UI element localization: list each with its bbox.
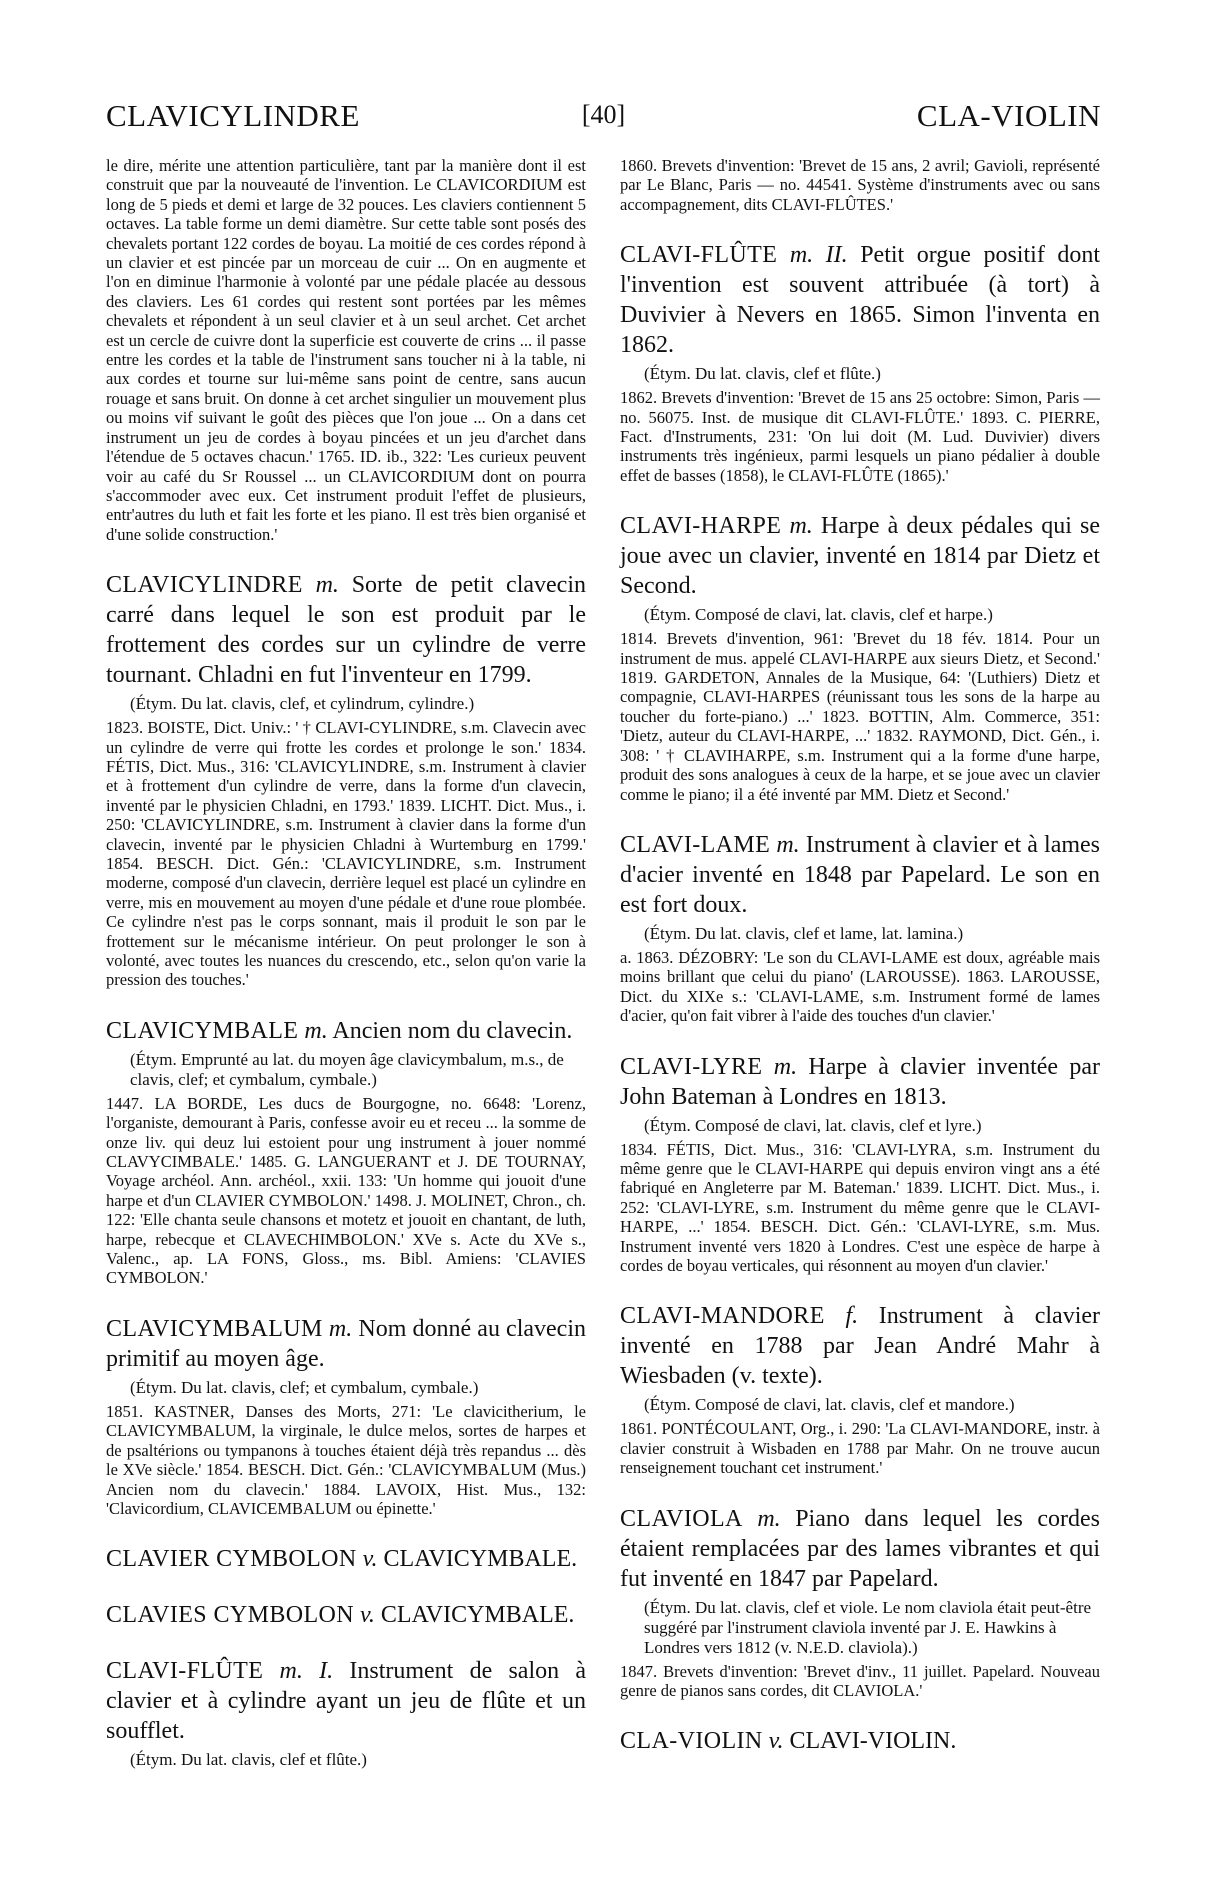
entry-heading — [106, 1544, 586, 1574]
citations: 1851. KASTNER, Danses des Morts, 271: 'Le clavicitherium, le CLAVICYMBALUM, la virginale, le dulce melos, sortes de harpes et de psaltérions ou tympanons à touches étaient déjà très repandus ... dès le XVe siècle.' 1854. BESCH. Dict. Gén.: 'CLAVICYMBALUM (Mus.) Ancien nom du clavecin.' 1884. LAVOIX, Hist. Mus., 132: 'Clavicordium, CLAVICEMBALUM ou épinette.' — [106, 1401, 586, 1518]
headword: CLAVI-LYRE — [620, 1053, 763, 1080]
grammatical-label: v. — [362, 1546, 378, 1573]
entry-heading — [620, 1504, 1100, 1594]
left-entries — [106, 570, 586, 1770]
headword: CLAVI-FLÛTE — [620, 242, 778, 269]
entry-heading — [620, 1052, 1100, 1112]
citations: 1847. Brevets d'invention: 'Brevet d'inv., 11 juillet. Papelard. Nouveau genre de pianos sans cordes, dit CLAVIOLA.' — [620, 1661, 1100, 1700]
etymology: (Étym. Du lat. clavis, clef; et cymbalum, cymbale.) — [130, 1377, 479, 1397]
definition: Instrument à clavier inventé en 1788 par Jean André Mahr à Wiesbaden (v. texte). — [620, 1303, 1101, 1390]
headword: CLAVICYLINDRE — [106, 572, 303, 599]
dictionary-entry — [620, 830, 1100, 1026]
continuation-text: 1860. Brevets d'invention: 'Brevet de 15 ans, 2 avril; Gavioli, représenté par Le Blanc, Paris — no. 44541. Système d'instruments avec ou sans accompagnement, dits CLAVI-FLÛTES.' — [620, 156, 1100, 214]
dictionary-entry — [106, 1016, 586, 1288]
dictionary-entry — [620, 1301, 1100, 1477]
headword: CLAVICYMBALE — [106, 1017, 299, 1044]
grammatical-label: m. — [776, 831, 800, 858]
entry-heading — [620, 1726, 1100, 1756]
dictionary-entry — [106, 570, 586, 990]
etymology: (Étym. Composé de clavi, lat. clavis, clef et mandore.) — [644, 1395, 1015, 1415]
entry-heading — [106, 1314, 586, 1374]
right-entries — [620, 240, 1100, 1756]
dictionary-entry — [106, 1656, 586, 1770]
dictionary-entry — [620, 1726, 1100, 1756]
etymology: (Étym. Composé de clavi, lat. clavis, clef et lyre.) — [644, 1115, 982, 1135]
headword: CLAVI-HARPE — [620, 513, 782, 540]
definition: Petit orgue positif dont l'invention est souvent attribuée (à tort) à Duvivier à Nevers en 1865. Simon l'inventa en 1862. — [620, 242, 1101, 359]
definition: CLAVI-VIOLIN. — [789, 1728, 957, 1755]
grammatical-label: m. — [789, 513, 813, 540]
definition: Instrument à clavier et à lames d'acier inventé en 1848 par Papelard. Le son en est fort doux. — [620, 831, 1101, 918]
dictionary-entry — [620, 511, 1100, 804]
etymology: (Étym. Du lat. clavis, clef et flûte.) — [130, 1750, 367, 1770]
definition: Ancien nom du clavecin. — [332, 1017, 573, 1044]
definition: CLAVICYMBALE. — [380, 1602, 575, 1629]
headword: CLAVICYMBALUM — [106, 1315, 323, 1342]
entry-heading — [620, 240, 1100, 360]
dictionary-entry — [106, 1544, 586, 1574]
running-head-left: CLAVICYLINDRE — [106, 98, 360, 133]
page-header — [106, 98, 1101, 148]
entry-heading — [620, 511, 1100, 601]
headword: CLAVI-LAME — [620, 831, 771, 858]
citations: 1834. FÉTIS, Dict. Mus., 316: 'CLAVI-LYRA, s.m. Instrument du même genre que le CLAVI-HARPE qui depuis environ vingt ans a été fabriqué en Angleterre par M. Bateman.' 1839. LICHT. Dict. Mus., i. 252: 'CLAVI-LYRE, s.m. Instrument du même genre que le CLAVI-HARPE, ...' 1854. BESCH. Dict. Gén.: 'CLAVI-LYRE, s.m. Mus. Instrument inventé vers 1820 à Londres. C'est une espèce de harpe à cordes de boyau verticales, qui résonnent au moyen d'un clavier.' — [620, 1139, 1100, 1275]
continued-citation — [106, 156, 586, 544]
etymology: (Étym. Du lat. clavis, clef, et cylindrum, cylindre.) — [130, 694, 475, 714]
page-number: [40] — [581, 100, 626, 129]
grammatical-label: v. — [768, 1728, 784, 1755]
citations: a. 1863. DÉZOBRY: 'Le son du CLAVI-LAME est doux, agréable mais moins brillant que celui du piano' (LAROUSSE). 1863. LAROUSSE, Dict. du XIXe s.: 'CLAVI-LAME, s.m. Instrument formé de lames d'acier, qu'on fait vibrer à l'aide des touches d'un clavier.' — [620, 947, 1100, 1026]
etymology: (Étym. Du lat. clavis, clef et lame, lat. lamina.) — [644, 923, 964, 943]
running-head-right: CLA-VIOLIN — [916, 98, 1101, 133]
headword: CLAVI-FLÛTE — [106, 1658, 264, 1685]
grammatical-label: m. — [304, 1017, 328, 1044]
headword: CLAVIER CYMBOLON — [106, 1546, 357, 1573]
citations: 1861. PONTÉCOULANT, Org., i. 290: 'La CLAVI-MANDORE, instr. à clavier construit à Wisbaden en 1788 par Mahr. On ne trouve aucun renseignement touchant cet instrument.' — [620, 1419, 1100, 1478]
continuation-text: le dire, mérite une attention particulière, tant par la manière dont il est construit que par la nouveauté de l'invention. Le CLAVICORDIUM est long de 5 pieds et demi et large de 32 pouces. Les claviers contiennent 5 octaves. La table forme un demi diamètre. Sur cette table sont posés des chevalets portant 122 cordes de boyau. La moitié de ces cordes répond à un clavier et est pincée par un morceau de cuir ... On en augmente et l'on en diminue l'harmonie à volonté par une pédale placée au dessous des claviers. Les 61 cordes qui restent sont portées par les mêmes chevalets et répondent à un seul clavier et à un seul archet. Cet archet est un cercle de cuivre dont la superficie est couverte de crins ... il passe entre les cordes et la table de l'instrument sans toucher ni à la table, ni aux cordes et tourne sur lui-même sans point de centre, sans aucun rouage et sans bruit. On donne à cet archet singulier un mouvement plus ou moins vif suivant le goût des pièces que l'on joue ... On a dans cet instrument un jeu de cordes à boyau pincées et un jeu d'archet dans l'étendue de 5 octaves chacun.' 1765. ID. ib., 322: 'Les curieux peuvent voir au café du Sr Roussel ... un CLAVICORDIUM dont on pourra s'accommoder avec eux. Cet instrument produit l'effet de plusieurs, entr'autres du luth et fait les forte et les piano. Il est très bien organisé et d'une solide construction.' — [106, 156, 586, 544]
citations: 1814. Brevets d'invention, 961: 'Brevet du 18 fév. 1814. Pour un instrument de mus. appelé CLAVI-HARPE aux sieurs Dietz, et Second.' 1819. GARDETON, Annales de la Musique, 64: '(Luthiers) Dietz et compagnie, CLAVI-HARPES (réunissant tous les sons de la harpe au toucher du forte-piano.) ...' 1823. BOTTIN, Alm. Commerce, 351: 'Dietz, auteur du CLAVI-HARPE, ...' 1832. RAYMOND, Dict. Gén., i. 308: ' † CLAVIHARPE, s.m. Instrument qui a la forme d'une harpe, produit des sons analogues à ceux de la harpe, et se joue avec un clavier comme le piano; il a été inventé par MM. Dietz et Second.' — [620, 629, 1100, 804]
citations: 1862. Brevets d'invention: 'Brevet de 15 ans 25 octobre: Simon, Paris — no. 56075. Inst. de musique dit CLAVI-FLÛTE.' 1893. C. PIERRE, Fact. d'Instruments, 231: 'On lui doit (M. Lud. Duvivier) divers instruments très ingénieux, parmi lesquels un piano pédalier à double effet de basses (1858), le CLAVI-FLÛTE (1865).' — [620, 388, 1100, 485]
citations: 1447. LA BORDE, Les ducs de Bourgogne, no. 6648: 'Lorenz, l'organiste, demourant à Paris, confesse avoir eu et receu ... la somme de onze liv. qui deuz lui estoient pour ung instrument à jouer nommé CLAVYCIMBALE.' 1485. G. LANGUERANT et J. DE TOURNAY, Voyage archéol. Ann. archéol., xxii. 133: 'Un homme qui jouoit d'une harpe et d'un CLAVIER CYMBOLON.' 1498. J. MOLINET, Chron., ch. 122: 'Elle chanta seule chansons et motetz et jouoit en chantant, de luth, harpe, rebecque et CLAVECHIMBOLON.' XVe s. Acte du XVe s., Valenc., ap. LA FONS, Gloss., ms. Bibl. Amiens: 'CLAVIES CYMBOLON.' — [106, 1093, 586, 1288]
grammatical-label: m. — [757, 1505, 781, 1532]
left-column — [106, 156, 586, 1796]
entry-heading — [620, 1301, 1100, 1391]
right-column — [620, 156, 1100, 1782]
dictionary-entry — [620, 240, 1100, 485]
citations: 1823. BOISTE, Dict. Univ.: ' † CLAVI-CYLINDRE, s.m. Clavecin avec un cylindre de verre qui frotte les cordes et prolonge le son.' 1834. FÉTIS, Dict. Mus., 316: 'CLAVICYLINDRE, s.m. Instrument à clavier et à frottement d'un cylindre de verre, dans la forme d'un clavecin, inventé par le physicien Chladni, en 1793.' 1839. LICHT. Dict. Mus., i. 250: 'CLAVICYLINDRE, s.m. Instrument à clavier dans la forme d'un clavecin, inventé par le physicien Chladni à Wurtemburg en 1799.' 1854. BESCH. Dict. Gén.: 'CLAVICYLINDRE, s.m. Instrument moderne, composé d'un clavecin, derrière lequel est placé un cylindre en verre, mis en mouvement au moyen d'une pédale et d'une roue plombée. Ce cylindre n'est pas le corps sonnant, mais il produit le son par le frottement sur le mécanisme intérieur. On peut prolonger le son à volonté, avec toutes les nuances du crescendo, etc., selon qu'on varie la pression des touches.' — [106, 718, 586, 990]
dictionary-entry — [106, 1314, 586, 1518]
dictionary-entry — [620, 1052, 1100, 1276]
grammatical-label: m. — [315, 572, 339, 599]
headword: CLA-VIOLIN — [620, 1728, 763, 1755]
etymology: (Étym. Emprunté au lat. du moyen âge clavicymbalum, m.s., de clavis, clef; et cymbalum, cymbale.) — [130, 1049, 564, 1089]
definition: Harpe à clavier inventée par John Bateman à Londres en 1813. — [620, 1053, 1100, 1110]
headword: CLAVIOLA — [620, 1505, 743, 1532]
grammatical-label: m. — [328, 1315, 353, 1342]
entry-heading — [106, 1656, 586, 1746]
grammatical-label: m. — [773, 1053, 798, 1080]
headword: CLAVI-MANDORE — [620, 1303, 825, 1330]
grammatical-label: m. II. — [789, 242, 848, 269]
entry-heading — [106, 1600, 586, 1630]
dictionary-entry — [620, 1504, 1100, 1701]
entry-heading — [620, 830, 1100, 920]
headword: CLAVIES CYMBOLON — [106, 1602, 354, 1629]
entry-heading — [106, 1016, 586, 1046]
etymology: (Étym. Du lat. clavis, clef et viole. Le nom claviola était peut-être suggéré par l'instrument claviola inventé par J. E. Hawkins à Londres vers 1812 (v. N.E.D. claviola).) — [644, 1597, 1092, 1657]
definition: Instrument de salon à clavier et à cylindre ayant un jeu de flûte et un soufflet. — [106, 1658, 587, 1745]
definition: Sorte de petit clavecin carré dans lequel le son est produit par le frottement des cordes sur un cylindre de verre tournant. Chladni en fut l'inventeur en 1799. — [106, 572, 586, 689]
definition: Nom donné au clavecin primitif au moyen âge. — [106, 1315, 587, 1372]
grammatical-label: v. — [359, 1602, 375, 1629]
etymology: (Étym. Composé de clavi, lat. clavis, clef et harpe.) — [644, 605, 993, 625]
definition: Harpe à deux pédales qui se joue avec un clavier, inventé en 1814 par Dietz et Second. — [620, 513, 1101, 600]
definition: Piano dans lequel les cordes étaient remplacées par des lames vibrantes et qui fut inventé en 1847 par Papelard. — [620, 1505, 1100, 1592]
dictionary-entry — [106, 1600, 586, 1630]
grammatical-label: f. — [845, 1303, 859, 1330]
definition: CLAVICYMBALE. — [383, 1546, 578, 1573]
entry-heading — [106, 570, 586, 690]
grammatical-label: m. I. — [279, 1658, 334, 1685]
etymology: (Étym. Du lat. clavis, clef et flûte.) — [644, 364, 881, 384]
continued-citation — [620, 156, 1100, 214]
